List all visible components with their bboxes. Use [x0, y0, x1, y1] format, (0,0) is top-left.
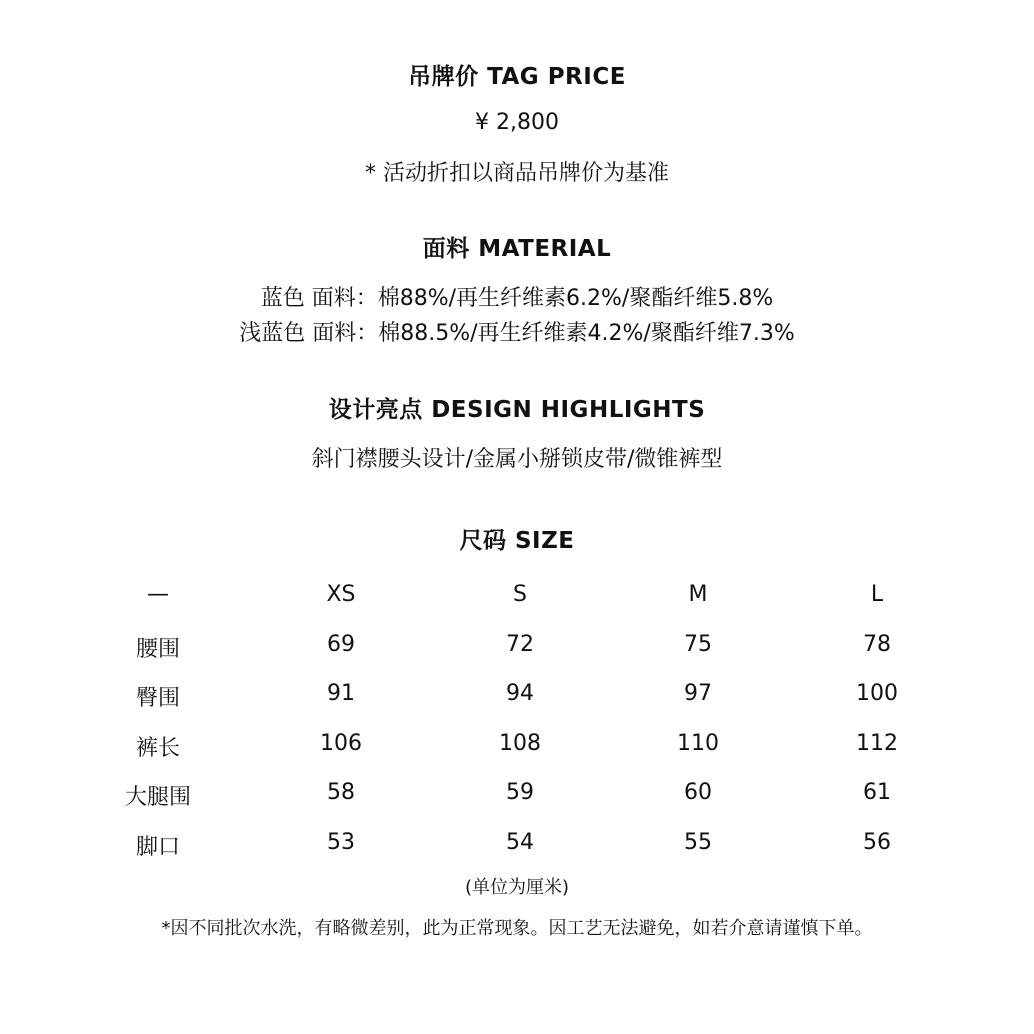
design-heading: 设计亮点 DESIGN HIGHLIGHTS [328, 397, 706, 423]
table-cell: 100 [856, 681, 898, 706]
size-header-xs: XS [326, 582, 356, 607]
size-header-label: — [147, 582, 169, 607]
tag-price-heading: 吊牌价 TAG PRICE [408, 64, 626, 90]
tag-price-value: ¥ 2,800 [475, 110, 559, 135]
row-label: 裤长 [135, 736, 180, 761]
table-cell: 97 [684, 681, 712, 706]
table-cell: 75 [684, 632, 712, 657]
table-cell: 72 [506, 632, 534, 657]
tag-price-note: * 活动折扣以商品吊牌价为基准 [365, 161, 669, 186]
material-line-blue: 蓝色 面料：棉88%/再生纤维素6.2%/聚酯纤维5.8% [260, 286, 774, 311]
table-cell: 112 [856, 731, 898, 756]
table-cell: 59 [506, 780, 534, 805]
design-highlights-text: 斜门襟腰头设计/金属小掰锁皮带/微锥裤型 [311, 447, 723, 472]
size-header-s: S [513, 582, 527, 607]
table-cell: 60 [684, 780, 712, 805]
table-cell: 69 [327, 632, 355, 657]
table-cell: 55 [684, 830, 712, 855]
table-cell: 110 [677, 731, 719, 756]
table-cell: 61 [863, 780, 891, 805]
table-cell: 54 [506, 830, 534, 855]
row-label: 腰围 [135, 637, 180, 662]
table-cell: 58 [327, 780, 355, 805]
size-heading: 尺码 SIZE [459, 528, 575, 554]
table-cell: 56 [863, 830, 891, 855]
size-unit-note: (单位为厘米) [464, 877, 570, 898]
row-label: 臀围 [135, 686, 180, 711]
table-cell: 94 [506, 681, 534, 706]
size-header-m: M [688, 582, 708, 607]
table-cell: 106 [320, 731, 362, 756]
material-line-light-blue: 浅蓝色 面料：棉88.5%/再生纤维素4.2%/聚酯纤维7.3% [239, 321, 795, 346]
size-footnote: *因不同批次水洗，有略微差别，此为正常现象。因工艺无法避免，如若介意请谨慎下单。 [161, 918, 873, 939]
table-cell: 53 [327, 830, 355, 855]
row-label: 脚口 [135, 835, 180, 860]
table-cell: 78 [863, 632, 891, 657]
row-label: 大腿围 [124, 785, 191, 810]
size-header-l: L [870, 582, 884, 607]
table-cell: 91 [327, 681, 355, 706]
material-heading: 面料 MATERIAL [422, 236, 612, 262]
table-cell: 108 [499, 731, 541, 756]
